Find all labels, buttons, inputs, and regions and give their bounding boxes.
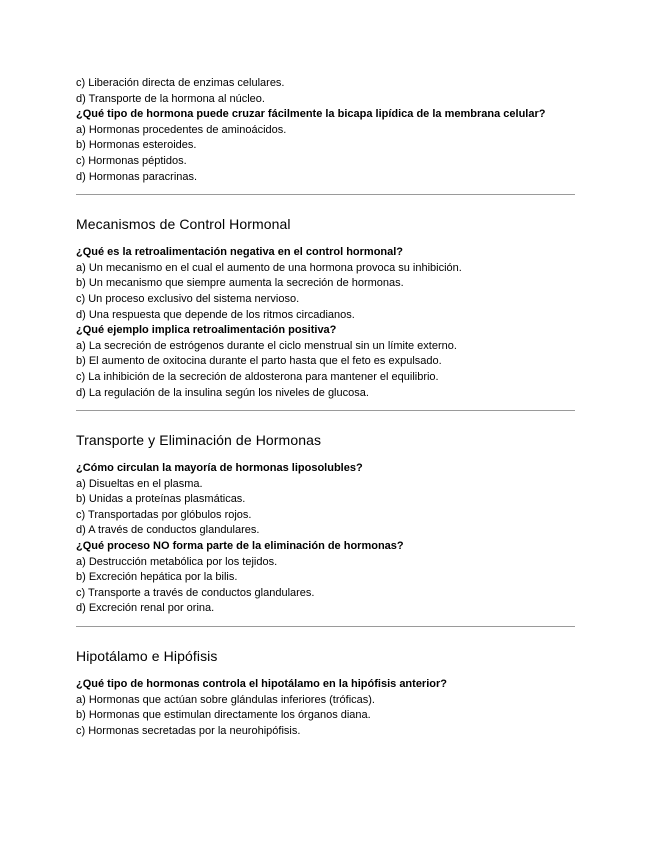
- option-line: d) Transporte de la hormona al núcleo.: [76, 92, 265, 105]
- section-divider: [76, 194, 575, 195]
- option-line: d) Hormonas paracrinas.: [76, 170, 198, 183]
- option-line: d) A través de conductos glandulares.: [76, 524, 260, 537]
- document-page: [76, 76, 576, 739]
- option-line: c) Liberación directa de enzimas celulares.: [76, 77, 285, 89]
- section-divider: [76, 410, 575, 411]
- section-heading: Transporte y Eliminación de Hormonas: [76, 432, 322, 449]
- option-line: b) Un mecanismo que siempre aumenta la secreción de hormonas.: [76, 277, 404, 290]
- question-text: ¿Qué es la retroalimentación negativa en el control hormonal?: [76, 246, 404, 259]
- option-line: a) Hormonas que actúan sobre glándulas inferiores (tróficas).: [76, 693, 375, 706]
- question-text: ¿Qué tipo de hormonas controla el hipotálamo en la hipófisis anterior?: [76, 678, 447, 691]
- option-line: c) Hormonas secretadas por la neurohipófisis.: [76, 724, 301, 737]
- option-line: a) Un mecanismo en el cual el aumento de una hormona provoca su inhibición.: [76, 261, 462, 274]
- option-line: c) Un proceso exclusivo del sistema nervioso.: [76, 292, 300, 305]
- question-text: ¿Qué proceso NO forma parte de la eliminación de hormonas?: [76, 540, 404, 553]
- section-heading: Mecanismos de Control Hormonal: [76, 216, 291, 233]
- option-line: a) Disueltas en el plasma.: [76, 477, 203, 490]
- option-line: c) La inhibición de la secreción de aldosterona para mantener el equilibrio.: [76, 370, 439, 383]
- option-line: c) Transporte a través de conductos glandulares.: [76, 586, 315, 599]
- option-line: b) Hormonas esteroides.: [76, 139, 197, 152]
- option-line: b) Hormonas que estimulan directamente los órganos diana.: [76, 709, 371, 722]
- option-line: b) Excreción hepática por la bilis.: [76, 571, 238, 584]
- option-line: d) La regulación de la insulina según los niveles de glucosa.: [76, 386, 369, 399]
- question-text: ¿Cómo circulan la mayoría de hormonas liposolubles?: [76, 462, 363, 475]
- option-line: b) El aumento de oxitocina durante el parto hasta que el feto es expulsado.: [76, 355, 442, 368]
- option-line: a) La secreción de estrógenos durante el ciclo menstrual sin un límite externo.: [76, 339, 457, 352]
- option-line: d) Una respuesta que depende de los ritmos circadianos.: [76, 308, 355, 321]
- option-line: b) Unidas a proteínas plasmáticas.: [76, 493, 246, 506]
- option-line: a) Destrucción metabólica por los tejidos.: [76, 555, 278, 568]
- section-divider: [76, 626, 575, 627]
- option-line: c) Transportadas por glóbulos rojos.: [76, 508, 252, 521]
- question-text: ¿Qué ejemplo implica retroalimentación positiva?: [76, 324, 337, 337]
- option-line: d) Excreción renal por orina.: [76, 602, 215, 615]
- question-text: ¿Qué tipo de hormona puede cruzar fácilmente la bicapa lipídica de la membrana celular?: [76, 108, 546, 121]
- option-line: a) Hormonas procedentes de aminoácidos.: [76, 123, 287, 136]
- section-heading: Hipotálamo e Hipófisis: [76, 648, 218, 665]
- option-line: c) Hormonas péptidos.: [76, 154, 187, 167]
